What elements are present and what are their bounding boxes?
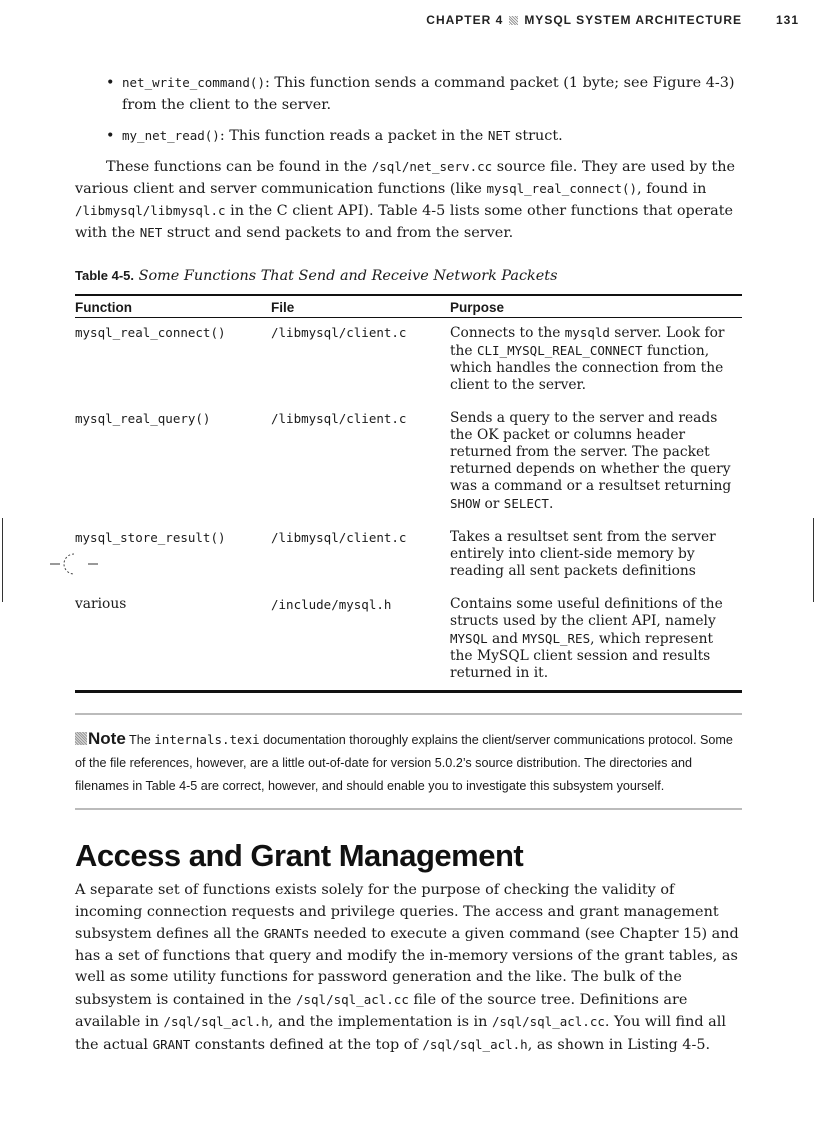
bullet-icon: • — [106, 75, 115, 91]
body-paragraph: These functions can be found in the /sql/net_serv.cc source file. They are used by the various client and server communication functions (like mysql_real_connect(), found in /libmysql/libmysql.c in the C client API). Table 4-5 lists some other functions that operate with the NET struct and send packets to and from the server. — [75, 159, 736, 241]
table-row — [75, 590, 742, 692]
inline-code: /sql/net_serv.cc — [371, 159, 493, 174]
purpose-cell: Contains some useful definitions of the structs used by the client API, namely MYSQL and MYSQL_RES, which represent the MySQL client session and results returned in it. — [450, 590, 742, 692]
table-row — [75, 318, 742, 405]
inline-code: SHOW — [450, 496, 481, 511]
inline-code: mysql_real_connect() — [486, 181, 638, 196]
left-edge-mark — [2, 518, 3, 602]
page-number: 131 — [775, 13, 799, 27]
note-label: Note — [88, 729, 126, 748]
note-text: documentation thoroughly explains the client/server communications protocol. Some of the file references, however, are a little out-of-date for version 5.0.2’s source distribution. The directories and filenames in Table 4-5 are correct, however, and should enable you to investigate this subsystem yourself. — [75, 733, 733, 793]
section-paragraph: A separate set of functions exists solely for the purpose of checking the validity of incoming connection requests and privilege queries. The access and grant management subsystem defines all the GRANTs needed to execute a given command (see Chapter 15) and has a set of functions that query and modify the in-memory versions of the grant tables, as well as some utility functions for password generation and the like. The bulk of the subsystem is contained in the /sql/sql_acl.cc file of the source tree. Definitions are available in /sql/sql_acl.h, and the implementation is in /sql/sql_acl.cc. You will find all the actual GRANT constants defined at the top of /sql/sql_acl.h, as shown in Listing 4-5. — [75, 882, 739, 1053]
inline-code: /sql/sql_acl.h — [422, 1036, 528, 1052]
note-marker-icon — [75, 732, 87, 745]
inline-code: NET — [139, 225, 163, 240]
table-row — [75, 404, 742, 523]
inline-code: internals.texi — [154, 732, 260, 747]
inline-code: /sql/sql_acl.cc — [295, 991, 409, 1007]
purpose-cell: Sends a query to the server and reads the OK packet or columns header returned from the server. The packet returned depends on whether the query was a command or a resultset returning SHOW or SELECT. — [450, 410, 732, 512]
table-caption — [75, 266, 742, 286]
inline-code: SELECT — [503, 496, 549, 511]
note-box: Note The internals.texi documentation thoroughly explains the client/server communications protocol. Some of the file references, however, are a little out-of-date for version 5.0.2’s source distribution. The directories and filenames in Table 4-5 are correct, however, and should enable you to investigate this subsystem yourself. — [75, 713, 742, 810]
chapter-title — [426, 13, 742, 27]
page-content — [75, 72, 742, 1056]
inline-code: MYSQL — [450, 631, 488, 646]
purpose-cell: Takes a resultset sent from the server entirely into client-side memory by reading all sent packets definitions — [450, 529, 716, 579]
section-heading: Access and Grant Management — [75, 838, 524, 873]
table-label: Table 4-5. — [75, 268, 135, 283]
inline-code: CLI_MYSQL_REAL_CONNECT — [476, 343, 643, 358]
table-header-row — [75, 295, 742, 318]
bullet-icon: • — [106, 128, 115, 144]
inline-code: MYSQL_RES — [522, 631, 591, 646]
separator-square-icon — [509, 16, 518, 25]
file-cell: /libmysql/client.c — [271, 325, 407, 340]
file-cell: /libmysql/client.c — [271, 411, 407, 426]
function-name: my_net_read() — [122, 128, 220, 143]
bullet-text: : This function sends a command packet (1 byte; see Figure 4-3) from the client to the server. — [122, 75, 735, 113]
file-cell: /libmysql/client.c — [271, 530, 407, 545]
function-name: net_write_command() — [122, 75, 265, 90]
inline-code: NET — [487, 128, 511, 143]
bullet-item — [75, 125, 742, 147]
right-edge-mark — [813, 518, 814, 602]
table-row — [75, 523, 742, 590]
chapter-name: MYSQL SYSTEM ARCHITECTURE — [524, 13, 742, 27]
inline-code: /libmysql/libmysql.c — [75, 203, 226, 218]
table-title: Some Functions That Send and Receive Network Packets — [138, 268, 558, 284]
column-header-file: File — [271, 295, 450, 318]
inline-code: GRANT — [263, 926, 302, 941]
running-head — [0, 12, 816, 32]
purpose-cell: Connects to the mysqld server. Look for the CLI_MYSQL_REAL_CONNECT function, which handles the connection from the client to the server. — [450, 325, 725, 393]
file-cell: /include/mysql.h — [271, 590, 450, 692]
chapter-number: CHAPTER 4 — [426, 13, 504, 27]
bullet-text: : This function reads a packet in the — [219, 128, 488, 144]
bullet-item — [75, 72, 742, 116]
inline-code: mysqld — [564, 325, 610, 340]
function-cell: mysql_store_result() — [75, 530, 226, 545]
function-cell: mysql_real_connect() — [75, 325, 226, 340]
column-header-purpose: Purpose — [450, 295, 742, 318]
inline-code: /sql/sql_acl.h — [163, 1014, 269, 1029]
column-header-function: Function — [75, 295, 271, 318]
inline-code: /sql/sql_acl.cc — [492, 1014, 605, 1029]
function-cell: various — [75, 590, 271, 692]
inline-code: GRANT — [152, 1036, 191, 1052]
bullet-text: struct. — [510, 128, 563, 144]
function-cell: mysql_real_query() — [75, 411, 211, 426]
functions-table — [75, 294, 742, 693]
